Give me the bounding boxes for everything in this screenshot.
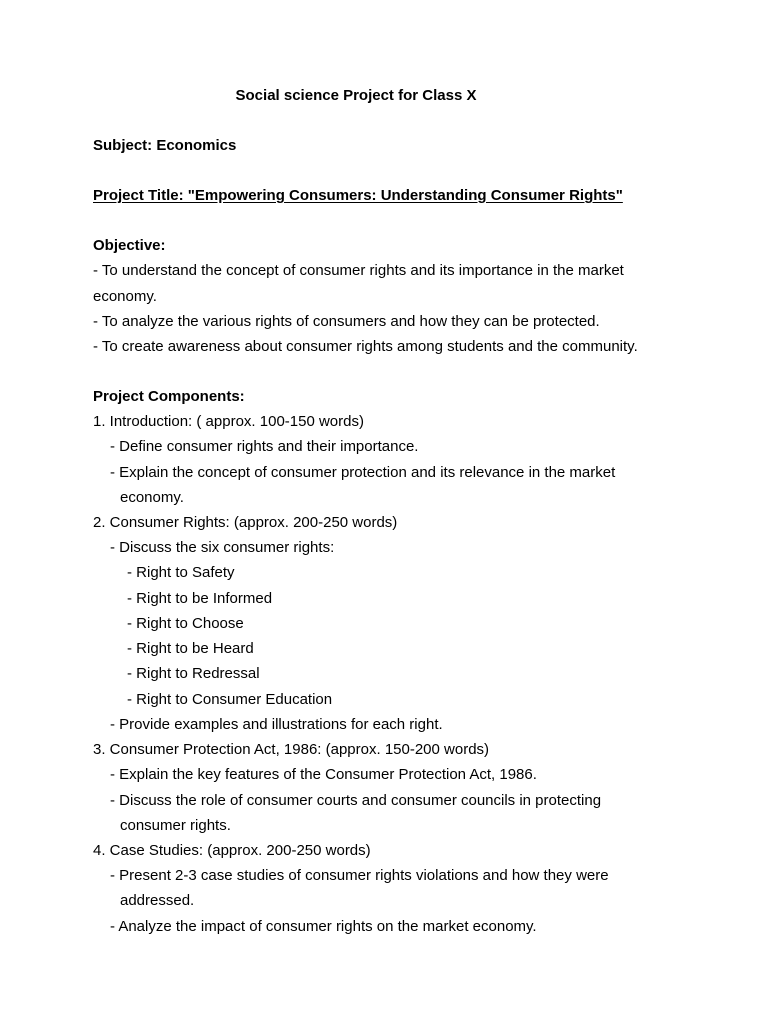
component-subitem: - Discuss the role of consumer courts and consumer councils in protecting: [110, 792, 602, 809]
consumer-right-item: - Right to Safety: [127, 564, 235, 581]
component-subitem: - Explain the concept of consumer protection and its relevance in the market: [110, 464, 616, 481]
objective-heading: Objective:: [93, 237, 166, 254]
components-heading: Project Components:: [93, 388, 245, 405]
consumer-right-item: - Right to be Informed: [127, 590, 273, 607]
component-subitem-continuation: consumer rights.: [120, 817, 231, 834]
component-subitem: - Analyze the impact of consumer rights on the market economy.: [110, 918, 537, 935]
component-subitem: - Provide examples and illustrations for each right.: [110, 716, 443, 733]
consumer-right-item: - Right to Choose: [127, 615, 244, 632]
consumer-right-item: - Right to Redressal: [127, 665, 260, 682]
subject-line: Subject: Economics: [93, 137, 237, 154]
component-item: 4. Case Studies: (approx. 200-250 words): [93, 842, 371, 859]
project-title: Project Title: "Empowering Consumers: Understanding Consumer Rights": [93, 187, 623, 204]
component-item: 1. Introduction: ( approx. 100-150 words): [93, 413, 364, 430]
objective-line: - To analyze the various rights of consumers and how they can be protected.: [93, 313, 600, 330]
objective-line: - To create awareness about consumer rights among students and the community.: [93, 338, 638, 355]
document-title: Social science Project for Class X: [235, 87, 477, 104]
component-subitem: - Define consumer rights and their importance.: [110, 438, 419, 455]
component-subitem: - Discuss the six consumer rights:: [110, 539, 335, 556]
component-subitem-continuation: economy.: [120, 489, 184, 506]
component-subitem: - Present 2-3 case studies of consumer rights violations and how they were: [110, 867, 609, 884]
consumer-right-item: - Right to be Heard: [127, 640, 254, 657]
consumer-right-item: - Right to Consumer Education: [127, 691, 333, 708]
component-subitem-continuation: addressed.: [120, 892, 195, 909]
objective-line: economy.: [93, 288, 157, 305]
objective-line: - To understand the concept of consumer rights and its importance in the market: [93, 262, 624, 279]
component-item: 3. Consumer Protection Act, 1986: (approx. 150-200 words): [93, 741, 490, 758]
component-subitem: - Explain the key features of the Consumer Protection Act, 1986.: [110, 766, 537, 783]
component-item: 2. Consumer Rights: (approx. 200-250 words): [93, 514, 398, 531]
